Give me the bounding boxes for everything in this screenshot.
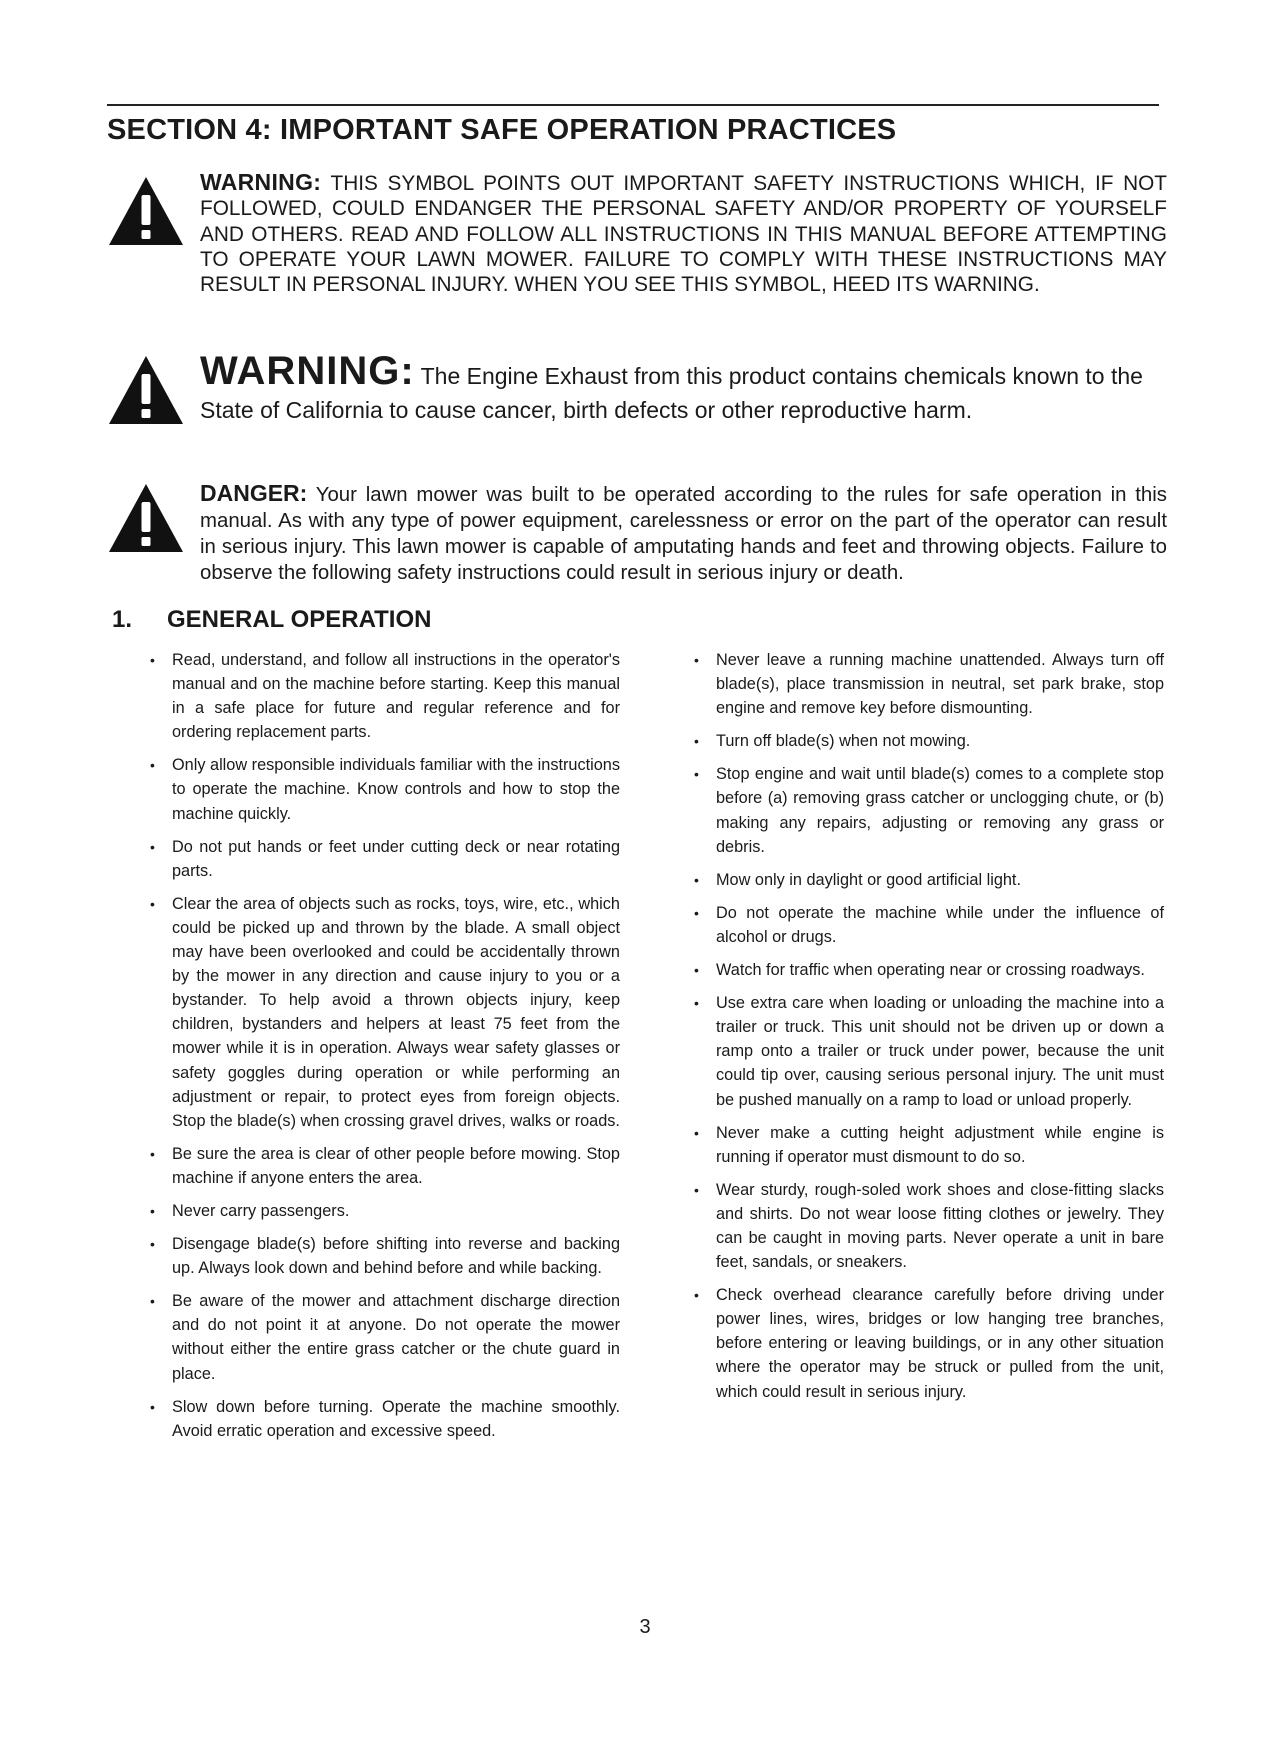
list-item-text: Never make a cutting height adjustment while engine is running if operator must dismount to do so.: [716, 1123, 1164, 1166]
bullet-icon: •: [694, 871, 699, 888]
list-item: [694, 729, 1164, 753]
list-item: [150, 1232, 620, 1280]
general-operation-right-column: [694, 648, 1164, 1413]
warning-triangle-icon: [107, 482, 185, 559]
bullet-icon: •: [694, 904, 699, 921]
list-item-text: Use extra care when loading or unloading the machine into a trailer or truck. This unit should not be driven up or down a ramp onto a trailer or truck under power, because the unit could tip over, causing serious personal injury. The unit must be pushed manually on a ramp to load or unload properly.: [716, 994, 1164, 1109]
list-item: [150, 1289, 620, 1385]
bullet-icon: •: [150, 1293, 155, 1310]
list-item-text: Never leave a running machine unattended. Always turn off blade(s), place transmission in neutral, set park brake, stop engine and remove key before dismounting.: [716, 651, 1164, 718]
danger-callout: [107, 480, 1167, 590]
bullet-icon: •: [694, 1287, 699, 1304]
danger-label: DANGER:: [200, 480, 308, 506]
list-item-text: Mow only in daylight or good artificial light.: [716, 870, 1021, 889]
list-item-text: Wear sturdy, rough-soled work shoes and close-fitting slacks and shirts. Do not wear loose fitting clothes or jewelry. They can be caught in moving parts. Never operate a unit in bare feet, sandals, or sneakers.: [716, 1180, 1164, 1272]
list-item: [150, 1395, 620, 1443]
list-item-text: Slow down before turning. Operate the machine smoothly. Avoid erratic operation and excessive speed.: [172, 1397, 620, 1440]
list-item-text: Be sure the area is clear of other people before mowing. Stop machine if anyone enters the area.: [172, 1144, 620, 1187]
general-operation-left-column: [150, 648, 620, 1452]
general-operation-number: 1.: [112, 606, 133, 633]
list-item-text: Read, understand, and follow all instructions in the operator's manual and on the machine before starting. Keep this manual in a safe place for future and regular reference and for ordering replacement parts.: [172, 651, 620, 742]
list-item: [150, 1199, 620, 1223]
list-item: [694, 762, 1164, 858]
list-item-text: Do not put hands or feet under cutting deck or near rotating parts.: [172, 837, 620, 880]
list-item: [694, 991, 1164, 1111]
list-item: [150, 892, 620, 1133]
page-number: 3: [639, 1616, 651, 1638]
bullet-icon: •: [150, 895, 155, 912]
bullet-icon: •: [150, 757, 155, 774]
bullet-icon: •: [694, 1124, 699, 1141]
list-item: [150, 835, 620, 883]
california-warning-label: WARNING:: [200, 349, 415, 393]
bullet-icon: •: [694, 1181, 699, 1198]
general-operation-heading: [112, 606, 431, 634]
list-item: [150, 753, 620, 825]
danger-text: [200, 480, 1167, 586]
list-item: [150, 1142, 620, 1190]
section-title: SECTION 4: IMPORTANT SAFE OPERATION PRACTICES: [107, 114, 897, 146]
bullet-icon: •: [150, 1145, 155, 1162]
list-item: [694, 901, 1164, 949]
bullet-icon: •: [694, 733, 699, 750]
list-item-text: Check overhead clearance carefully before driving under power lines, wires, bridges or low hanging tree branches, before entering or leaving buildings, or in any other situation where the operator may be struck or pulled from the unit, which could result in serious injury.: [716, 1286, 1164, 1401]
bullet-icon: •: [694, 995, 699, 1012]
warning-body: THIS SYMBOL POINTS OUT IMPORTANT SAFETY INSTRUCTIONS WHICH, IF NOT FOLLOWED, COULD ENDANGER THE PERSONAL SAFETY AND/OR PROPERTY OF YOURSELF AND OTHERS. READ AND FOLLOW ALL INSTRUCTIONS IN THIS MANUAL BEFORE ATTEMPTING TO OPERATE YOUR LAWN MOWER. FAILURE TO COMPLY WITH THESE INSTRUCTIONS MAY RESULT IN PERSONAL INJURY. WHEN YOU SEE THIS SYMBOL, HEED ITS WARNING.: [200, 172, 1167, 297]
bullet-icon: •: [150, 1398, 155, 1415]
list-item-text: Be aware of the mower and attachment discharge direction and do not point it at anyone. Do not operate the mower without either the entire grass catcher or the chute guard in place.: [172, 1292, 620, 1383]
bullet-icon: •: [150, 652, 155, 668]
california-warning-body: The Engine Exhaust from this product contains chemicals known to the State of California to cause cancer, birth defects or other reproductive harm.: [200, 363, 1143, 423]
bullet-icon: •: [150, 1236, 155, 1253]
warning-text: [200, 170, 1167, 297]
list-item: [694, 648, 1164, 720]
list-item-text: Watch for traffic when operating near or crossing roadways.: [716, 961, 1145, 980]
list-item-text: Only allow responsible individuals familiar with the instructions to operate the machine. Know controls and how to stop the machine quickly.: [172, 756, 620, 823]
warning-triangle-icon: [107, 175, 185, 252]
list-item: [694, 1121, 1164, 1169]
list-item: [694, 1283, 1164, 1403]
bullet-icon: •: [150, 838, 155, 855]
california-warning: [107, 349, 1167, 434]
list-item-text: Do not operate the machine while under the influence of alcohol or drugs.: [716, 903, 1164, 946]
general-operation-title: GENERAL OPERATION: [167, 606, 432, 633]
bullet-icon: •: [150, 1202, 155, 1219]
list-item-text: Stop engine and wait until blade(s) comes to a complete stop before (a) removing grass catcher or unclogging chute, or (b) making any repairs, adjusting or removing any grass or debris.: [716, 765, 1164, 856]
bullet-icon: •: [694, 766, 699, 783]
danger-body: Your lawn mower was built to be operated according to the rules for safe operation in this manual. As with any type of power equipment, carelessness or error on the part of the operator can result in serious injury. This lawn mower is capable of amputating hands and feet and throwing objects. Failure to observe the following safety instructions could result in serious injury or death.: [200, 484, 1167, 584]
bullet-icon: •: [694, 962, 699, 979]
list-item-text: Turn off blade(s) when not mowing.: [716, 732, 971, 751]
list-item-text: Never carry passengers.: [172, 1201, 350, 1220]
list-item: [694, 1178, 1164, 1274]
list-item: [694, 868, 1164, 892]
warning-triangle-icon: [107, 354, 185, 431]
top-rule: [107, 104, 1159, 106]
warning-label: WARNING:: [200, 169, 322, 195]
safety-symbol-warning: [107, 170, 1167, 330]
list-item-text: Clear the area of objects such as rocks, toys, wire, etc., which could be picked up and thrown by the blade. A small object may have been overlooked and could be accidentally thrown by the mower in any direction and cause injury to you or a bystander. To help avoid a thrown objects injury, keep children, bystanders and helpers at least 75 feet from the mower while it is in operation. Always wear safety glasses or safety goggles during operation or while performing an adjustment or repair, to protect eyes from foreign objects. Stop the blade(s) when crossing gravel drives, walks or roads.: [172, 894, 620, 1130]
bullet-icon: •: [694, 652, 699, 668]
list-item: [694, 958, 1164, 982]
california-warning-text: [200, 349, 1167, 427]
list-item-text: Disengage blade(s) before shifting into reverse and backing up. Always look down and behind before and while backing.: [172, 1235, 620, 1278]
list-item: [150, 648, 620, 744]
